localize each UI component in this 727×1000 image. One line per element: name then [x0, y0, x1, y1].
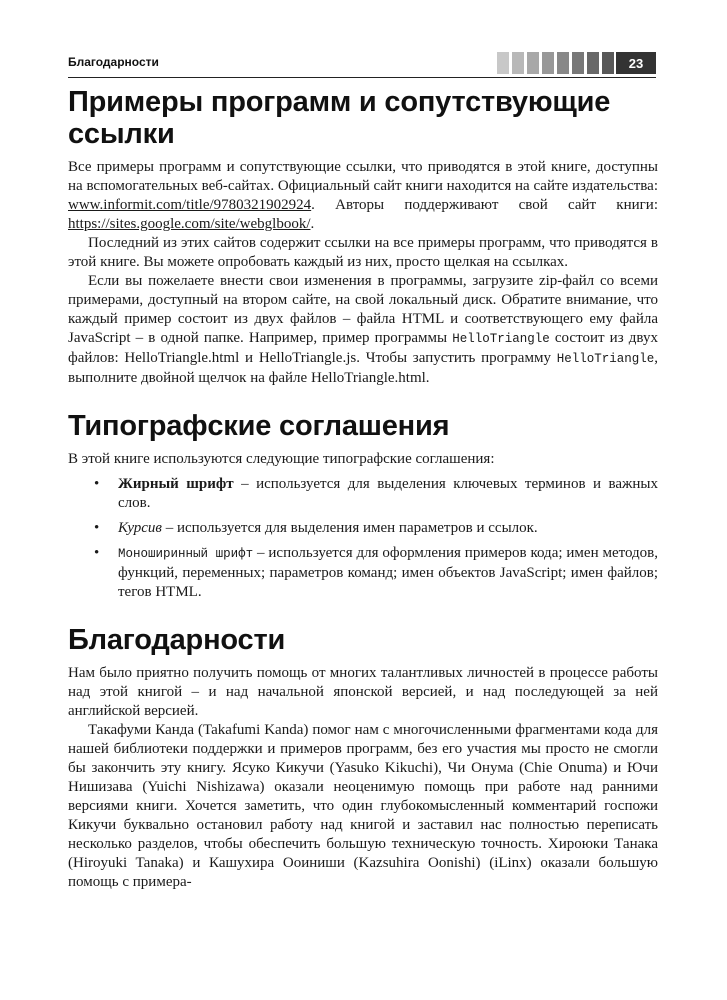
list-item [68, 544, 658, 602]
paragraph: Такафуми Канда (Takafumi Kanda) помог нам с многочисленными фрагментами кода для нашей библиотеки поддержки и примеров программ, без его участия мы просто не смогли бы закончить эту книгу. Ясуко Кикучи (Yasuko Kikuchi), Чи Онума (Chie Onuma) и Ючи Нишизава (Yuichi Nishizawa) оказали неоценимую помощь при работе над ранними версиями книги. Хочется заметить, что один глубокомысленный комментарий госпожи Кикучи буквально остановил работу над книгой и заставил нас полностью переписать несколько разделов, чтобы обеспечить большую техническую точность. Хироюки Танака (Hiroyuki Tanaka) и Кашухира Ооиниши (Kazsuhira Oonishi) (iLinx) оказали большую помощь с примера- [68, 722, 658, 890]
running-title: Благодарности [68, 55, 159, 69]
term-italic: Курсив [118, 520, 162, 536]
bullet-icon: • [94, 520, 100, 536]
bar-segment [602, 52, 614, 74]
paragraph: Последний из этих сайтов содержит ссылки на все примеры программ, что приводятся в этой книге. Вы можете опробовать каждый из них, просто щелкая на ссылках. [68, 235, 658, 270]
section-heading-examples: Примеры программ и сопутствующие ссылки [68, 86, 611, 150]
bar-segment [527, 52, 539, 74]
header-gradient-bar [497, 52, 617, 74]
code-inline: HelloTriangle [556, 352, 655, 366]
text-run: , выполните двойной щелчок на файле HelloTriangle.html. [68, 350, 658, 386]
text-run: – используется для выделения ключевых терминов и важных слов. [118, 476, 658, 511]
informit-link[interactable]: www.informit.com/title/9780321902924 [68, 197, 312, 213]
page-number: 23 [616, 52, 656, 74]
paragraph [68, 272, 658, 388]
webglbook-link[interactable]: https://sites.google.com/site/webglbook/ [68, 216, 311, 232]
bar-segment [557, 52, 569, 74]
bar-segment [542, 52, 554, 74]
list-item [68, 475, 658, 513]
paragraph: В этой книге используются следующие типографские соглашения: [68, 451, 495, 467]
text-run: Если вы пожелаете внести свои изменения в программы, загрузите zip-файл со всеми примерами, доступный на втором сайте, на свой локальный диск. Обратите внимание, что каждый пример состоит из двух файлов – файла HTML и соответствующего ему файла JavaScript – в одной папке. Например, пример программы [68, 273, 658, 346]
term-mono: Моноширинный шрифт [118, 547, 254, 561]
bar-segment [572, 52, 584, 74]
text-run: – используется для оформления примеров кода; имен методов, функций, переменных; параметров команд; имен объектов JavaScript; имен файлов; тегов HTML. [118, 545, 659, 600]
text-run: Все примеры программ и сопутствующие ссылки, что приводятся в этой книге, доступны на вспомогательных веб-сайтах. Официальный сайт книги находится на сайте издательства: [68, 159, 658, 194]
paragraph: Нам было приятно получить помощь от многих талантливых личностей в процессе работы над этой книгой – и над начальной японской версией, и над последующей за ней английской версией. [68, 665, 658, 719]
conventions-list [68, 475, 658, 602]
text-run: состоит из двух файлов: HelloTriangle.html и HelloTriangle.js. Чтобы запустить программу [68, 330, 658, 366]
code-inline: HelloTriangle [452, 332, 550, 346]
term-bold: Жирный шрифт [118, 476, 234, 492]
header-rule [68, 77, 656, 78]
text-run: – используется для выделения имен параметров и ссылок. [161, 520, 538, 536]
paragraph [68, 158, 658, 234]
text-run: . Авторы поддерживают свой сайт книги: [311, 197, 658, 213]
bullet-icon: • [94, 476, 100, 492]
bar-segment [497, 52, 509, 74]
section-heading-acknowledgements: Благодарности [68, 624, 286, 656]
section-heading-typography: Типографские соглашения [68, 410, 450, 442]
page-content [68, 86, 658, 892]
list-item [68, 519, 658, 538]
bar-segment [587, 52, 599, 74]
text-run: . [310, 216, 315, 232]
bar-segment [512, 52, 524, 74]
bullet-icon: • [94, 545, 100, 561]
